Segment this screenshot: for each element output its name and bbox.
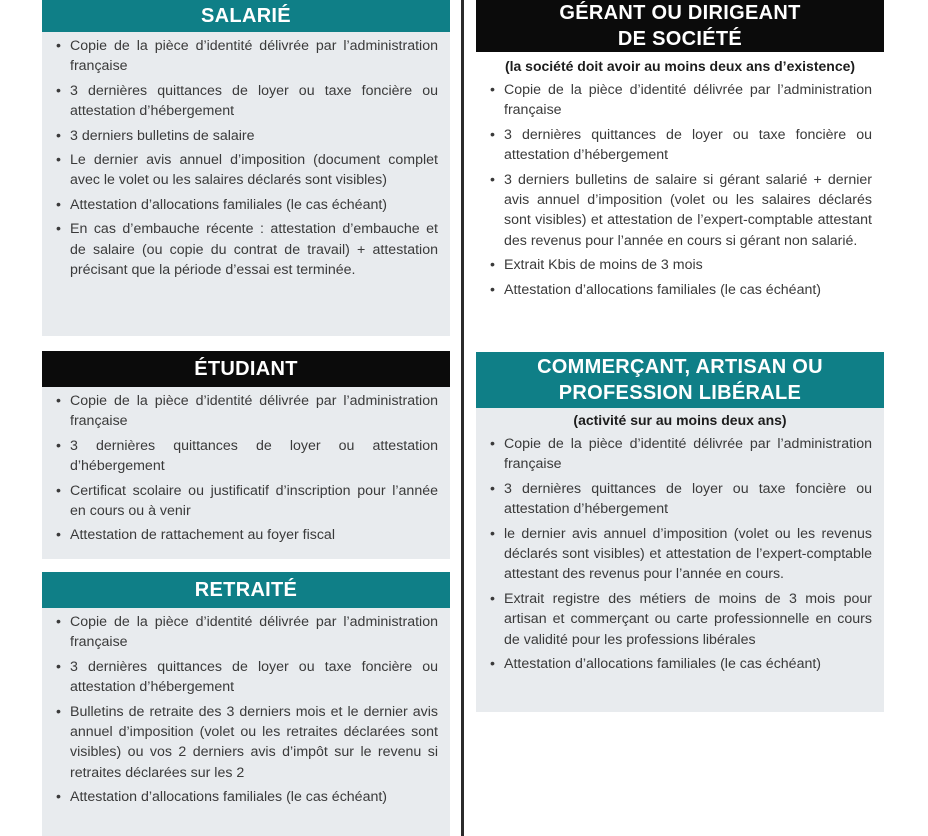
list-item: • Attestation d’allocations familiales (le cas échéant) xyxy=(56,787,438,807)
list-item: • Attestation d’allocations familiales (le cas échéant) xyxy=(56,195,438,215)
section-title-line: PROFESSION LIBÉRALE xyxy=(558,382,802,404)
list-item: • 3 dernières quittances de loyer ou attestation d’hébergement xyxy=(56,436,438,477)
section-commercant xyxy=(476,352,884,712)
list-item: • Copie de la pièce d’identité délivrée par l’administration française xyxy=(56,391,438,432)
list-item: • 3 dernières quittances de loyer ou taxe foncière ou attestation d’hébergement xyxy=(56,81,438,122)
list-item: • Le dernier avis annuel d’imposition (document complet avec le volet ou les salaires déclarés sont visibles) xyxy=(56,150,438,191)
column-divider xyxy=(461,0,464,836)
list-item: • Extrait registre des métiers de moins de 3 mois pour artisan et commerçant ou carte professionnelle en cours de validité pour les professions libérales xyxy=(490,589,872,650)
section-subtitle: (activité sur au moins deux ans) xyxy=(573,412,787,428)
list-item: • Copie de la pièce d’identité délivrée par l’administration française xyxy=(490,434,872,475)
section-title: RETRAITÉ xyxy=(42,572,450,608)
list-item: • En cas d’embauche récente : attestation d’embauche et de salaire (ou copie du contrat de travail) + attestation précisant que la période d’essai est terminée. xyxy=(56,219,438,280)
section-title-line: GÉRANT OU DIRIGEANT xyxy=(559,2,801,24)
list-item: • le dernier avis annuel d’imposition (volet ou les revenus déclarés sont visibles) et attestation de l’expert-comptable attestant des revenus pour l’année en cours. xyxy=(490,524,872,585)
section-retraite xyxy=(42,572,450,836)
document-list xyxy=(42,612,450,808)
list-item: • Attestation d’allocations familiales (le cas échéant) xyxy=(490,280,872,300)
section-salarie xyxy=(42,0,450,336)
document-list xyxy=(42,36,450,280)
list-item: • Certificat scolaire ou justificatif d’inscription pour l’année en cours ou à venir xyxy=(56,481,438,522)
list-item: • 3 derniers bulletins de salaire xyxy=(56,126,438,146)
list-item: • Copie de la pièce d’identité délivrée par l’administration française xyxy=(56,36,438,77)
section-title-line: COMMERÇANT, ARTISAN OU xyxy=(537,356,823,378)
document-list xyxy=(476,80,884,300)
list-item: • 3 dernières quittances de loyer ou taxe foncière ou attestation d’hébergement xyxy=(490,479,872,520)
section-gerant xyxy=(476,0,884,330)
list-item: • Extrait Kbis de moins de 3 mois xyxy=(490,255,872,275)
section-title xyxy=(476,0,884,52)
list-item: • Copie de la pièce d’identité délivrée par l’administration française xyxy=(490,80,872,121)
section-etudiant xyxy=(42,351,450,559)
list-item: • Attestation de rattachement au foyer fiscal xyxy=(56,525,438,545)
list-item: • Attestation d’allocations familiales (le cas échéant) xyxy=(490,654,872,674)
section-title: SALARIÉ xyxy=(42,0,450,32)
section-subtitle: (la société doit avoir au moins deux ans d’existence) xyxy=(504,58,856,74)
section-title: ÉTUDIANT xyxy=(42,351,450,387)
section-title xyxy=(476,352,884,408)
list-item: • 3 dernières quittances de loyer ou taxe foncière ou attestation d’hébergement xyxy=(490,125,872,166)
document-list xyxy=(476,434,884,674)
section-title-line: DE SOCIÉTÉ xyxy=(617,28,743,50)
document-list xyxy=(42,391,450,546)
list-item: • 3 derniers bulletins de salaire si gérant salarié + dernier avis annuel d’imposition (volet ou les salaires déclarés sont visibles) et attestation de l’expert-comptable attestant des revenus pour l’année en cours si gérant non salarié. xyxy=(490,170,872,252)
list-item: • Copie de la pièce d’identité délivrée par l’administration française xyxy=(56,612,438,653)
list-item: • 3 dernières quittances de loyer ou taxe foncière ou attestation d’hébergement xyxy=(56,657,438,698)
list-item: • Bulletins de retraite des 3 derniers mois et le dernier avis annuel d’imposition (volet ou les retraites déclarées sont visibles) ou vos 2 derniers avis d’impôt sur le revenu si retraites déclarées sur les 2 xyxy=(56,702,438,784)
